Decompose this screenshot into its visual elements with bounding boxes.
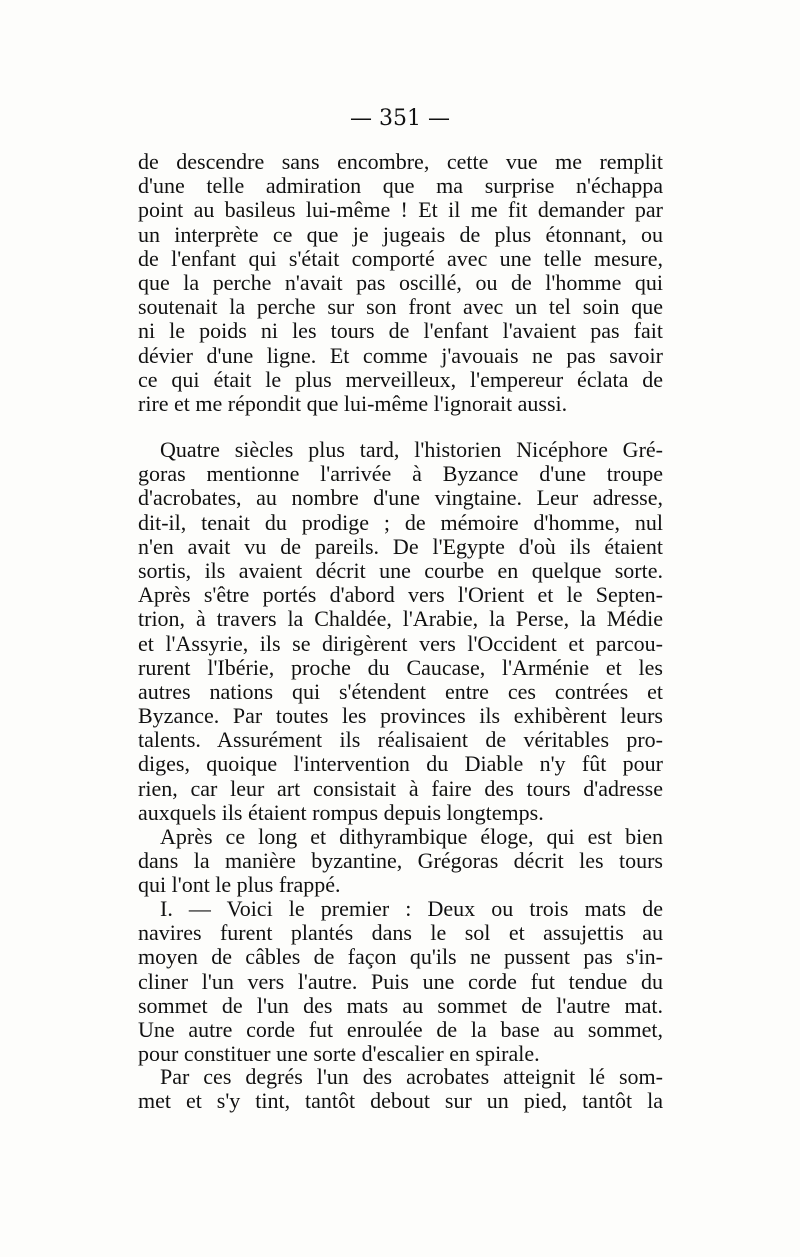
text-line: sommet de l'un des mats au sommet de l'autre mat. — [138, 993, 663, 1018]
text-line: dit-il, tenait du prodige ; de mémoire d'homme, nul — [138, 510, 663, 535]
text-line: de l'enfant qui s'était comporté avec une telle mesure, — [138, 246, 663, 271]
text-line: trion, à travers la Chaldée, l'Arabie, la Perse, la Médie — [138, 607, 663, 632]
text-line: rire et me répondit que lui-même l'ignorait aussi. — [138, 391, 568, 416]
text-line: met et s'y tint, tantôt debout sur un pied, tantôt la — [138, 1089, 663, 1114]
text-line: dévier d'une ligne. Et comme j'avouais ne pas savoir — [138, 343, 663, 368]
text-line: Byzance. Par toutes les provinces ils exhibèrent leurs — [138, 704, 663, 729]
text-line: point au basileus lui-même ! Et il me fit demander par — [138, 198, 663, 223]
text-line: d'une telle admiration que ma surprise n'échappa — [138, 174, 663, 199]
text-line: pour constituer une sorte d'escalier en spirale. — [138, 1042, 540, 1067]
text-line: autres nations qui s'étendent entre ces contrées et — [138, 679, 663, 704]
paragraph-1 — [138, 150, 663, 416]
paragraph-4 — [138, 897, 663, 1066]
text-line: I. — Voici le premier : Deux ou trois mats de — [160, 897, 663, 921]
text-line: Après s'être portés d'abord vers l'Orient et le Septen- — [138, 583, 663, 608]
text-line: diges, quoique l'intervention du Diable n'y fût pour — [138, 752, 663, 777]
text-line: n'en avait vu de pareils. De l'Egypte d'où ils étaient — [138, 534, 663, 559]
text-line: et l'Assyrie, ils se dirigèrent vers l'Occident et parcou- — [138, 631, 663, 656]
text-line: moyen de câbles de façon qu'ils ne pussent pas s'in- — [138, 945, 663, 970]
text-line: que la perche n'avait pas oscillé, ou de l'homme qui — [138, 270, 663, 295]
text-line: de descendre sans encombre, cette vue me remplit — [138, 150, 663, 174]
text-line: rien, car leur art consistait à faire des tours d'adresse — [138, 776, 663, 801]
text-line: soutenait la perche sur son front avec un tel soin que — [138, 295, 663, 320]
paragraph-5 — [138, 1065, 663, 1113]
text-line: Après ce long et dithyrambique éloge, qui est bien — [160, 825, 663, 849]
paragraph-2 — [138, 438, 663, 825]
text-line: ni le poids ni les tours de l'enfant l'avaient pas fait — [138, 319, 663, 344]
text-line: Par ces degrés l'un des acrobates atteignit lé som- — [160, 1065, 663, 1089]
text-line: d'acrobates, au nombre d'une vingtaine. Leur adresse, — [138, 486, 663, 511]
text-line: dans la manière byzantine, Grégoras décrit les tours — [138, 849, 663, 874]
text-line: cliner l'un vers l'autre. Puis une corde fut tendue du — [138, 969, 663, 994]
paragraph-3 — [138, 825, 663, 898]
page-number: — 351 — — [350, 106, 450, 131]
text-line: goras mentionne l'arrivée à Byzance d'une troupe — [138, 462, 663, 487]
text-line: Une autre corde fut enroulée de la base au sommet, — [138, 1017, 663, 1042]
text-line: un interprète ce que je jugeais de plus étonnant, ou — [138, 222, 663, 247]
text-line: auxquels ils étaient rompus depuis longtemps. — [138, 800, 544, 825]
text-line: ce qui était le plus merveilleux, l'empereur éclata de — [138, 367, 663, 392]
text-line: navires furent plantés dans le sol et assujettis au — [138, 921, 663, 946]
text-line: Quatre siècles plus tard, l'historien Nicéphore Gré- — [160, 438, 663, 462]
text-line: rurent l'Ibérie, proche du Caucase, l'Arménie et les — [138, 655, 663, 680]
text-line: qui l'ont le plus frappé. — [138, 873, 341, 898]
text-line: sortis, ils avaient décrit une courbe en quelque sorte. — [138, 558, 663, 583]
text-line: talents. Assurément ils réalisaient de véritables pro- — [138, 728, 663, 753]
